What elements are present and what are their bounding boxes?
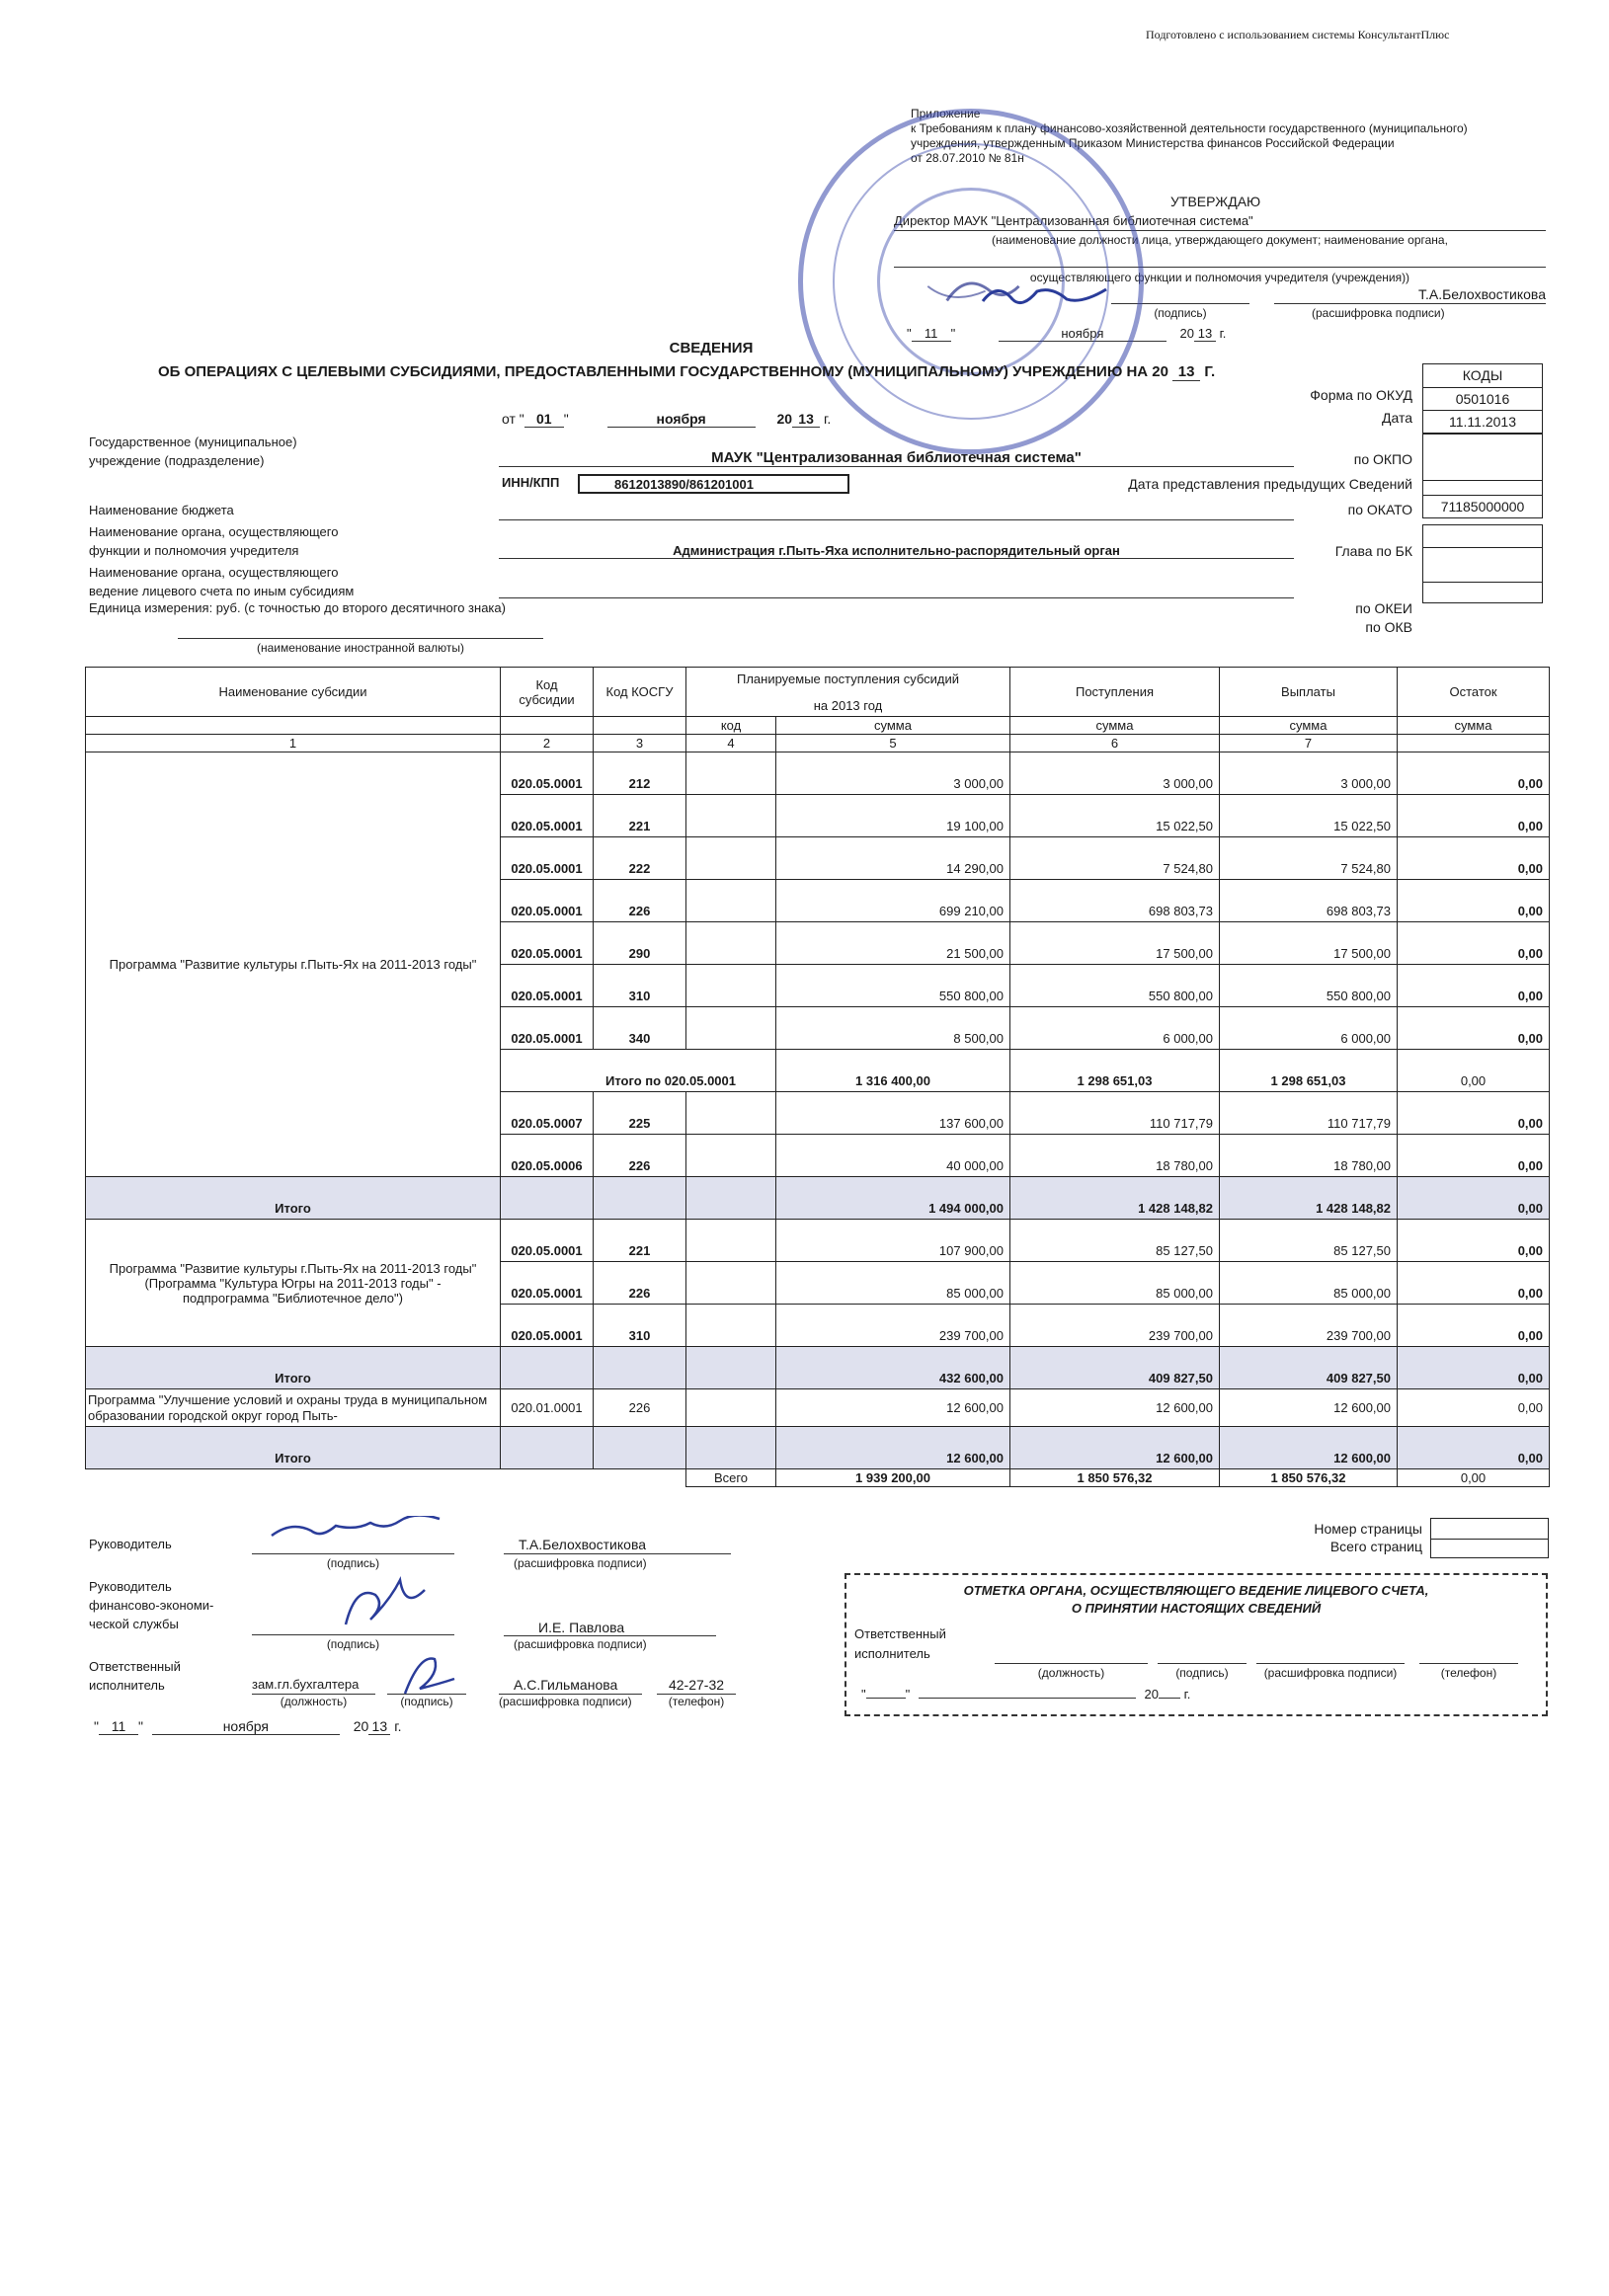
phone-hint: (телефон) [668,1695,725,1708]
col-num: 5 [776,735,1010,752]
table-row [86,752,1550,795]
approve-g: г. [1219,326,1227,341]
rest-cell: 0,00 [1398,880,1550,922]
program-name-cell: Программа "Развитие культуры г.Пыть-Ях на 2011-2013 годы" (Программа "Культура Югры на 2011-2013 годы" - подпрограмма "Библиотечное дело") [86,1220,501,1347]
rest-cell: 0,00 [1398,837,1550,880]
acc-label-line: ведение лицевого счета по иным субсидиям [89,584,355,598]
report-day: 01 [524,411,564,428]
kosgu-cell: 290 [594,922,686,965]
rest-cell: 0,00 [1398,1427,1550,1469]
pay-cell: 1 298 651,03 [1220,1050,1398,1092]
head-label: Руководитель [89,1537,172,1551]
head-name: Т.А.Белохвостикова [504,1537,731,1554]
plan-code-cell [686,1092,776,1135]
pay-cell: 17 500,00 [1220,922,1398,965]
plan-sum-cell: 14 290,00 [776,837,1010,880]
pay-cell: 409 827,50 [1220,1347,1398,1389]
income-cell: 698 803,73 [1010,880,1220,922]
phone-hint: (телефон) [1440,1666,1497,1680]
table-cell [501,1177,594,1220]
rest-cell: 0,00 [1398,795,1550,837]
acc-line [499,581,1294,598]
pay-cell: 6 000,00 [1220,1007,1398,1050]
approve-name-hint: (расшифровка подписи) [1312,306,1445,320]
top-note: Подготовлено с использованием системы КонсультантПлюс [1146,28,1450,41]
rest-cell: 0,00 [1398,965,1550,1007]
sign-hint: (подпись) [1175,1666,1229,1680]
th-sum: сумма [1398,717,1550,735]
mark-exec-label [854,1624,946,1664]
acceptance-box [845,1573,1548,1716]
date-label: Дата [1381,410,1412,426]
plan-code-cell [686,1220,776,1262]
rest-cell: 0,00 [1398,922,1550,965]
income-cell: 18 780,00 [1010,1135,1220,1177]
table-cell [594,1177,686,1220]
th-plan-line1: Планируемые поступления субсидий [736,671,960,686]
okud-value: 0501016 [1422,388,1543,411]
mark-phone-line [1419,1649,1518,1664]
subsidy-code-cell: 020.05.0001 [501,795,594,837]
rest-cell: 0,00 [1398,752,1550,795]
okei-value [1422,548,1543,583]
income-cell: 85 000,00 [1010,1262,1220,1305]
th-name: Наименование субсидии [86,668,501,717]
approve-title: УТВЕРЖДАЮ [1170,194,1261,209]
report-date [502,411,897,428]
plan-sum-cell: 107 900,00 [776,1220,1010,1262]
pay-cell: 1 850 576,32 [1220,1469,1398,1487]
income-cell: 1 850 576,32 [1010,1469,1220,1487]
income-cell: 1 428 148,82 [1010,1177,1220,1220]
plan-sum-cell: 12 600,00 [776,1389,1010,1427]
kosgu-cell: 226 [594,880,686,922]
okato-label: по ОКАТО [1347,502,1412,517]
codes-header: КОДЫ [1422,363,1543,388]
exec-label [89,1657,181,1695]
income-cell: 409 827,50 [1010,1347,1220,1389]
subsidy-code-cell: 020.05.0001 [501,1305,594,1347]
mark-date [861,1684,1256,1702]
appendix-line: к Требованиям к плану финансово-хозяйственной деятельности государственного (муниципального) [911,121,1468,135]
pay-cell: 7 524,80 [1220,837,1398,880]
prev-label: Дата представления предыдущих Сведений [1128,476,1412,492]
plan-sum-cell: 1 494 000,00 [776,1177,1010,1220]
pages-total-box [1430,1538,1549,1558]
subsidy-code-cell: 020.05.0006 [501,1135,594,1177]
approve-hint: (наименование должности лица, утверждающего документ; наименование органа, [992,233,1448,247]
mark-decode-line [1256,1649,1405,1664]
mark-exec-line: Ответственный [854,1626,946,1641]
col-num: 3 [594,735,686,752]
col-num: 6 [1010,735,1220,752]
rest-cell: 0,00 [1398,1177,1550,1220]
page-number-box [1430,1518,1549,1540]
codes-column [1422,363,1543,603]
okpo-value [1422,434,1543,481]
exec-position: зам.гл.бухгалтера [252,1677,375,1695]
exec-name: А.С.Гильманова [499,1677,642,1695]
plan-sum-cell: 40 000,00 [776,1135,1010,1177]
pos-hint: (должность) [1037,1666,1105,1680]
table-cell [686,1427,776,1469]
th-kod: код [686,717,776,735]
subsidy-code-cell: 020.05.0001 [501,1220,594,1262]
signature-fin-icon [326,1565,444,1644]
kosgu-cell: 212 [594,752,686,795]
subsidy-code-cell: 020.05.0001 [501,1007,594,1050]
okud-label: Форма по ОКУД [1310,387,1412,403]
kosgu-cell: 226 [594,1135,686,1177]
report-date-ot: от " [502,411,524,427]
mark-subtitle: О ПРИНЯТИИ НАСТОЯЩИХ СВЕДЕНИЙ [1071,1601,1322,1616]
pay-cell: 239 700,00 [1220,1305,1398,1347]
plan-sum-cell: 137 600,00 [776,1092,1010,1135]
inn-value: 8612013890/861201001 [578,474,849,494]
kosgu-cell: 310 [594,1305,686,1347]
rest-cell: 0,00 [1398,1050,1550,1092]
appendix-line: учреждения, утвержденным Приказом Министерства финансов Российской Федерации [911,136,1395,150]
kosgu-cell: 310 [594,965,686,1007]
pay-cell: 12 600,00 [1220,1389,1398,1427]
th-code: Код субсидии [501,668,594,717]
okei-label: по ОКЕИ [1355,600,1412,616]
exec-label-line: Ответственный [89,1659,181,1674]
income-cell: 12 600,00 [1010,1427,1220,1469]
footer-year: 13 [368,1718,390,1735]
col-num: 7 [1220,735,1398,752]
plan-sum-cell: 8 500,00 [776,1007,1010,1050]
footer-year-prefix: 20 [353,1718,369,1734]
plan-sum-cell: 1 939 200,00 [776,1469,1010,1487]
approve-position: Директор МАУК "Централизованная библиотечная система" [894,213,1546,231]
table-cell [501,1427,594,1469]
signature-director-icon [978,277,1116,316]
page-number-label: Номер страницы [1314,1521,1422,1537]
decode-hint: (расшифровка подписи) [1263,1666,1398,1680]
budget-label: Наименование бюджета [89,503,234,517]
fin-label-line: ческой службы [89,1617,179,1631]
exec-label-line: исполнитель [89,1678,165,1693]
program-name-cell: Программа "Развитие культуры г.Пыть-Ях на 2011-2013 годы" [86,752,501,1177]
okv-value [1422,583,1543,603]
pay-cell: 1 428 148,82 [1220,1177,1398,1220]
rest-cell: 0,00 [1398,1305,1550,1347]
income-cell: 3 000,00 [1010,752,1220,795]
pay-cell: 12 600,00 [1220,1427,1398,1469]
total-label-cell: Итого [86,1177,501,1220]
th-plan-line2: на 2013 год [813,697,883,713]
plan-sum-cell: 550 800,00 [776,965,1010,1007]
grand-total-row [86,1469,1550,1487]
plan-sum-cell: 3 000,00 [776,752,1010,795]
org-name: Администрация г.Пыть-Яха исполнительно-распорядительный орган [499,543,1294,559]
approve-name: Т.А.Белохвостикова [1274,286,1546,304]
plan-code-cell [686,1262,776,1305]
bk-label: Глава по БК [1334,543,1412,559]
org-label-line: функции и полномочия учредителя [89,543,299,558]
plan-code-cell [686,1007,776,1050]
rest-cell: 0,00 [1398,1389,1550,1427]
okv-label: по ОКВ [1365,619,1412,635]
institution-name: МАУК "Централизованная библиотечная система" [499,449,1294,467]
income-cell: 239 700,00 [1010,1305,1220,1347]
fin-label-line: финансово-экономи- [89,1598,214,1613]
report-date-g: г. [823,411,832,427]
program-name-cell: Программа "Улучшение условий и охраны труда в муниципальном образовании городской округ город Пыть- [86,1389,501,1427]
plan-code-cell [686,1389,776,1427]
total-label-cell: Итого [86,1427,501,1469]
pay-cell: 550 800,00 [1220,965,1398,1007]
decode-hint: (расшифровка подписи) [514,1637,647,1651]
okato-value: 71185000000 [1422,496,1543,518]
table-cell [594,1427,686,1469]
signature-head-icon [267,1516,464,1555]
table-row [86,1220,1550,1262]
okpo-label: по ОКПО [1353,451,1412,467]
approve-sign-hint: (подпись) [1154,306,1207,320]
sign-hint: (подпись) [326,1637,380,1651]
fin-label [89,1577,213,1633]
plan-code-cell [686,795,776,837]
plan-code-cell [686,1135,776,1177]
total-row [86,1427,1550,1469]
plan-sum-cell: 239 700,00 [776,1305,1010,1347]
kosgu-cell: 221 [594,795,686,837]
col-num: 1 [86,735,501,752]
total-label-cell: Итого [86,1347,501,1389]
budget-line [499,502,1294,520]
income-cell: 85 127,50 [1010,1220,1220,1262]
total-row [86,1347,1550,1389]
table-cell [686,1177,776,1220]
subsidy-code-cell: 020.05.0001 [501,837,594,880]
subsidy-code-cell: 020.05.0001 [501,1262,594,1305]
subsidy-code-cell: 020.01.0001 [501,1389,594,1427]
plan-sum-cell: 12 600,00 [776,1427,1010,1469]
acc-label [89,563,354,600]
income-cell: 110 717,79 [1010,1092,1220,1135]
appendix-line: Приложение [911,107,981,120]
subtotal-label-cell: Итого по 020.05.0001 [501,1050,776,1092]
mark-g: г. [1183,1687,1191,1702]
income-cell: 12 600,00 [1010,1389,1220,1427]
plan-sum-cell: 1 316 400,00 [776,1050,1010,1092]
footer-g: г. [394,1718,402,1734]
rest-cell: 0,00 [1398,1469,1550,1487]
pay-cell: 85 000,00 [1220,1262,1398,1305]
currency-line [178,620,543,639]
doc-subtitle [158,363,1422,381]
pos-hint: (должность) [280,1695,348,1708]
pay-cell: 110 717,79 [1220,1092,1398,1135]
approve-day: 11 [912,326,951,342]
kosgu-cell: 221 [594,1220,686,1262]
fin-label-line: Руководитель [89,1579,172,1594]
approve-year: 13 [1194,326,1216,342]
col-num: 2 [501,735,594,752]
org-label [89,522,338,560]
plan-code-cell [686,1305,776,1347]
approve-date: " 11 " ноября 20 13 г. [907,326,1227,341]
rest-cell: 0,00 [1398,1262,1550,1305]
mark-year-prefix: 20 [1144,1687,1159,1702]
rest-cell: 0,00 [1398,1135,1550,1177]
mark-exec-line: исполнитель [854,1646,930,1661]
th-plan [686,668,1010,717]
plan-sum-cell: 85 000,00 [776,1262,1010,1305]
plan-code-cell [686,965,776,1007]
income-cell: 6 000,00 [1010,1007,1220,1050]
doc-title: СВЕДЕНИЯ [669,340,754,356]
rest-cell: 0,00 [1398,1347,1550,1389]
unit-label: Единица измерения: руб. (с точностью до второго десятичного знака) [89,600,506,615]
table-row [86,1389,1550,1427]
report-year: 13 [792,411,820,428]
kosgu-cell: 340 [594,1007,686,1050]
rest-cell: 0,00 [1398,1220,1550,1262]
pay-cell: 85 127,50 [1220,1220,1398,1262]
date-value: 11.11.2013 [1422,411,1543,434]
rest-cell: 0,00 [1398,1092,1550,1135]
th-sum: сумма [1010,717,1220,735]
empty-cell [86,1469,686,1487]
report-year-prefix: 20 [776,411,793,427]
acc-label-line: Наименование органа, осуществляющего [89,565,339,580]
rest-cell: 0,00 [1398,1007,1550,1050]
plan-code-cell [686,837,776,880]
footer-month: ноября [152,1718,340,1735]
subsidy-code-cell: 020.05.0007 [501,1092,594,1135]
kosgu-cell: 226 [594,1389,686,1427]
footer-date-q: " [137,1718,143,1734]
institution-label [89,433,297,470]
doc-subtitle-text: ОБ ОПЕРАЦИЯХ С ЦЕЛЕВЫМИ СУБСИДИЯМИ, ПРЕДОСТАВЛЕННЫМИ ГОСУДАРСТВЕННОМУ (МУНИЦИПАЛЬНОМУ) УЧРЕЖДЕНИЮ НА 20 [158,363,1168,380]
institution-label-line: учреждение (подразделение) [89,453,265,468]
th-pay: Выплаты [1220,668,1398,717]
th-kosgu: Код КОСГУ [594,668,686,717]
decode-hint: (расшифровка подписи) [499,1695,632,1708]
kosgu-cell: 226 [594,1262,686,1305]
subsidy-code-cell: 020.05.0001 [501,880,594,922]
bk-value [1422,524,1543,548]
subsidy-code-cell: 020.05.0001 [501,965,594,1007]
mark-title: ОТМЕТКА ОРГАНА, ОСУЩЕСТВЛЯЮЩЕГО ВЕДЕНИЕ ЛИЦЕВОГО СЧЕТА, [963,1583,1429,1598]
footer-day: 11 [99,1718,138,1735]
grand-total-label: Всего [686,1469,776,1487]
th-rest: Остаток [1398,668,1550,717]
income-cell: 15 022,50 [1010,795,1220,837]
inn-label: ИНН/КПП [502,475,560,490]
pay-cell: 18 780,00 [1220,1135,1398,1177]
report-date-q: " [563,411,569,427]
mark-date-q: " [905,1687,911,1702]
approve-year-prefix: 20 [1179,326,1194,341]
pay-cell: 3 000,00 [1220,752,1398,795]
table-cell [501,1347,594,1389]
doc-subtitle-year: 13 [1172,363,1200,381]
footer-date [94,1718,489,1735]
pay-cell: 698 803,73 [1220,880,1398,922]
org-label-line: Наименование органа, осуществляющего [89,524,339,539]
income-cell: 1 298 651,03 [1010,1050,1220,1092]
plan-sum-cell: 432 600,00 [776,1347,1010,1389]
kosgu-cell: 222 [594,837,686,880]
subsidy-table [85,667,1550,1487]
table-cell [686,1347,776,1389]
doc-subtitle-g: Г. [1204,363,1216,380]
exec-phone: 42-27-32 [657,1677,736,1695]
plan-sum-cell: 699 210,00 [776,880,1010,922]
income-cell: 550 800,00 [1010,965,1220,1007]
pay-cell: 15 022,50 [1220,795,1398,837]
appendix-line: от 28.07.2010 № 81н [911,151,1024,165]
th-income: Поступления [1010,668,1220,717]
plan-code-cell [686,922,776,965]
kosgu-cell: 225 [594,1092,686,1135]
total-row [86,1177,1550,1220]
subsidy-code-cell: 020.05.0001 [501,752,594,795]
income-cell: 7 524,80 [1010,837,1220,880]
mark-sign-line [1158,1649,1247,1664]
footer-date-q: " [94,1718,99,1734]
approve-hint: осуществляющего функции и полномочия учредителя (учреждения)) [1029,271,1410,284]
prev-value [1422,481,1543,496]
sign-hint: (подпись) [326,1556,380,1570]
col-num: 4 [686,735,776,752]
decode-hint: (расшифровка подписи) [514,1556,647,1570]
fin-name: И.Е. Павлова [504,1620,716,1636]
subsidy-code-cell: 020.05.0001 [501,922,594,965]
sign-hint: (подпись) [400,1695,453,1708]
approve-month: ноября [999,326,1167,342]
plan-code-cell [686,752,776,795]
th-sum: сумма [776,717,1010,735]
table-cell [594,1347,686,1389]
plan-sum-cell: 19 100,00 [776,795,1010,837]
currency-hint: (наименование иностранной валюты) [256,641,465,655]
th-sum: сумма [1220,717,1398,735]
plan-sum-cell: 21 500,00 [776,922,1010,965]
mark-pos-line [995,1649,1148,1664]
mark-date-q: " [861,1687,866,1702]
report-month: ноября [607,411,756,428]
pages-total-label: Всего страниц [1329,1539,1422,1554]
plan-code-cell [686,880,776,922]
institution-label-line: Государственное (муниципальное) [89,435,297,449]
income-cell: 17 500,00 [1010,922,1220,965]
